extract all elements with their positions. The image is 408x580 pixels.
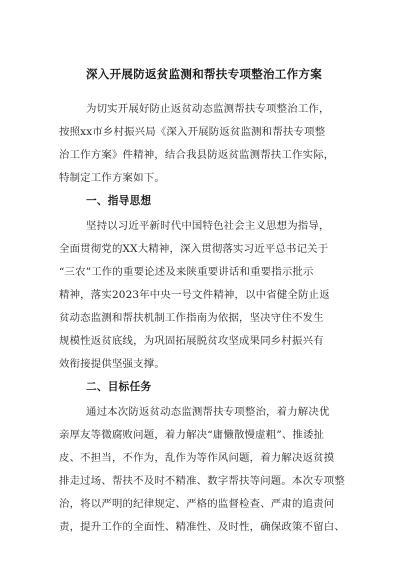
section1-line: 全面贯彻党的XX大精神，深入贯彻落实习近平总书记关于 bbox=[59, 243, 329, 255]
section-heading-guiding-ideology: 一、指导思想 bbox=[86, 195, 152, 207]
intro-line: 治工作方案》件精神，结合我县防返贫监测帮扶工作实际， bbox=[59, 149, 335, 161]
intro-line: 特制定工作方案如下。 bbox=[59, 172, 165, 184]
section1-line: “三农”工作的重要论述及来陕重要讲话和重要指示批示 bbox=[59, 266, 314, 278]
section2-line: 治，将以严明的纪律规定、严格的监督检查、严肃的追责问 bbox=[59, 498, 335, 510]
section2-line: 亲厚友等微腐败问题，着力解决“庸懒散慢虚粗”、推诿扯 bbox=[59, 429, 325, 441]
section2-line: 排走过场、帮扶不及时不精准、数字帮扶等问题。本次专项整 bbox=[59, 475, 345, 487]
section1-line: 精神，落实2023年中央一号文件精神，以中省健全防止返 bbox=[59, 289, 330, 301]
section2-line: 通过本次防返贫动态监测帮扶专项整治，着力解决优 bbox=[86, 406, 330, 418]
intro-line: 按照xx市乡村振兴局《深入开展防返贫监测和帮扶专项整 bbox=[59, 126, 326, 138]
document-title: 深入开展防返贫监测和帮扶专项整治工作方案 bbox=[86, 67, 322, 81]
section-heading-goals-tasks: 二、目标任务 bbox=[86, 381, 152, 393]
section1-line: 坚持以习近平新时代中国特色社会主义思想为指导， bbox=[86, 220, 330, 232]
section1-line: 效衔接提供坚强支撑。 bbox=[59, 358, 165, 370]
section2-line: 皮、不担当，不作为，乱作为等作风问题，着力解决返贫摸 bbox=[59, 452, 335, 464]
section2-line: 责，提升工作的全面性、精准性、及时性，确保政策不留白、 bbox=[59, 521, 345, 533]
section1-line: 贫动态监测和帮扶机制工作指南为依据，坚决守住不发生 bbox=[59, 312, 324, 324]
intro-line: 为切实开展好防止返贫动态监测帮扶专项整治工作， bbox=[86, 103, 330, 115]
section1-line: 规模性返贫底线，为巩固拓展脱贫攻坚成果同乡村振兴有 bbox=[59, 335, 324, 347]
